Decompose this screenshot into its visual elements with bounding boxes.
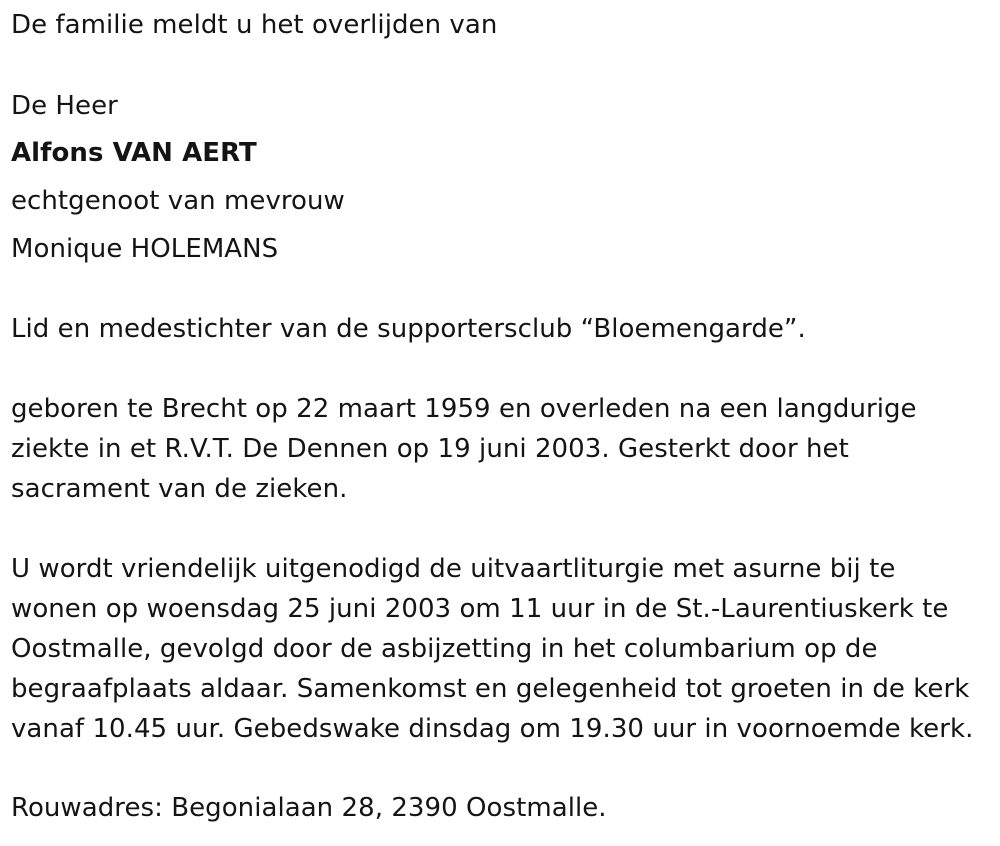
paragraph-line: begraafplaats aldaar. Samenkomst en gelegenheid tot groeten in de kerk (11, 674, 970, 704)
funeral-service-paragraph (11, 549, 973, 749)
paragraph-line: wonen op woensdag 25 juni 2003 om 11 uur in de St.-Laurentiuskerk te (11, 594, 949, 624)
paragraph-line: Oostmalle, gevolgd door de asbijzetting in het columbarium op de (11, 634, 878, 664)
spouse-name: Monique HOLEMANS (11, 234, 279, 264)
spouse-label: echtgenoot van mevrouw (11, 186, 345, 216)
birth-death-paragraph (11, 389, 917, 509)
mourning-address: Rouwadres: Begonialaan 28, 2390 Oostmalle. (11, 793, 607, 823)
paragraph-line: U wordt vriendelijk uitgenodigd de uitvaartliturgie met asurne bij te (11, 554, 896, 584)
deceased-name: Alfons VAN AERT (11, 138, 257, 168)
paragraph-line: sacrament van de zieken. (11, 474, 348, 504)
paragraph-line: vanaf 10.45 uur. Gebedswake dinsdag om 19.30 uur in voornoemde kerk. (11, 714, 974, 744)
club-membership-text: Lid en medestichter van de supportersclub “Bloemengarde”. (11, 314, 806, 344)
paragraph-line: geboren te Brecht op 22 maart 1959 en overleden na een langdurige (11, 394, 917, 424)
paragraph-line: ziekte in et R.V.T. De Dennen op 19 juni 2003. Gesterkt door het (11, 434, 849, 464)
intro-text: De familie meldt u het overlijden van (11, 10, 498, 40)
honorific-title: De Heer (11, 91, 118, 121)
